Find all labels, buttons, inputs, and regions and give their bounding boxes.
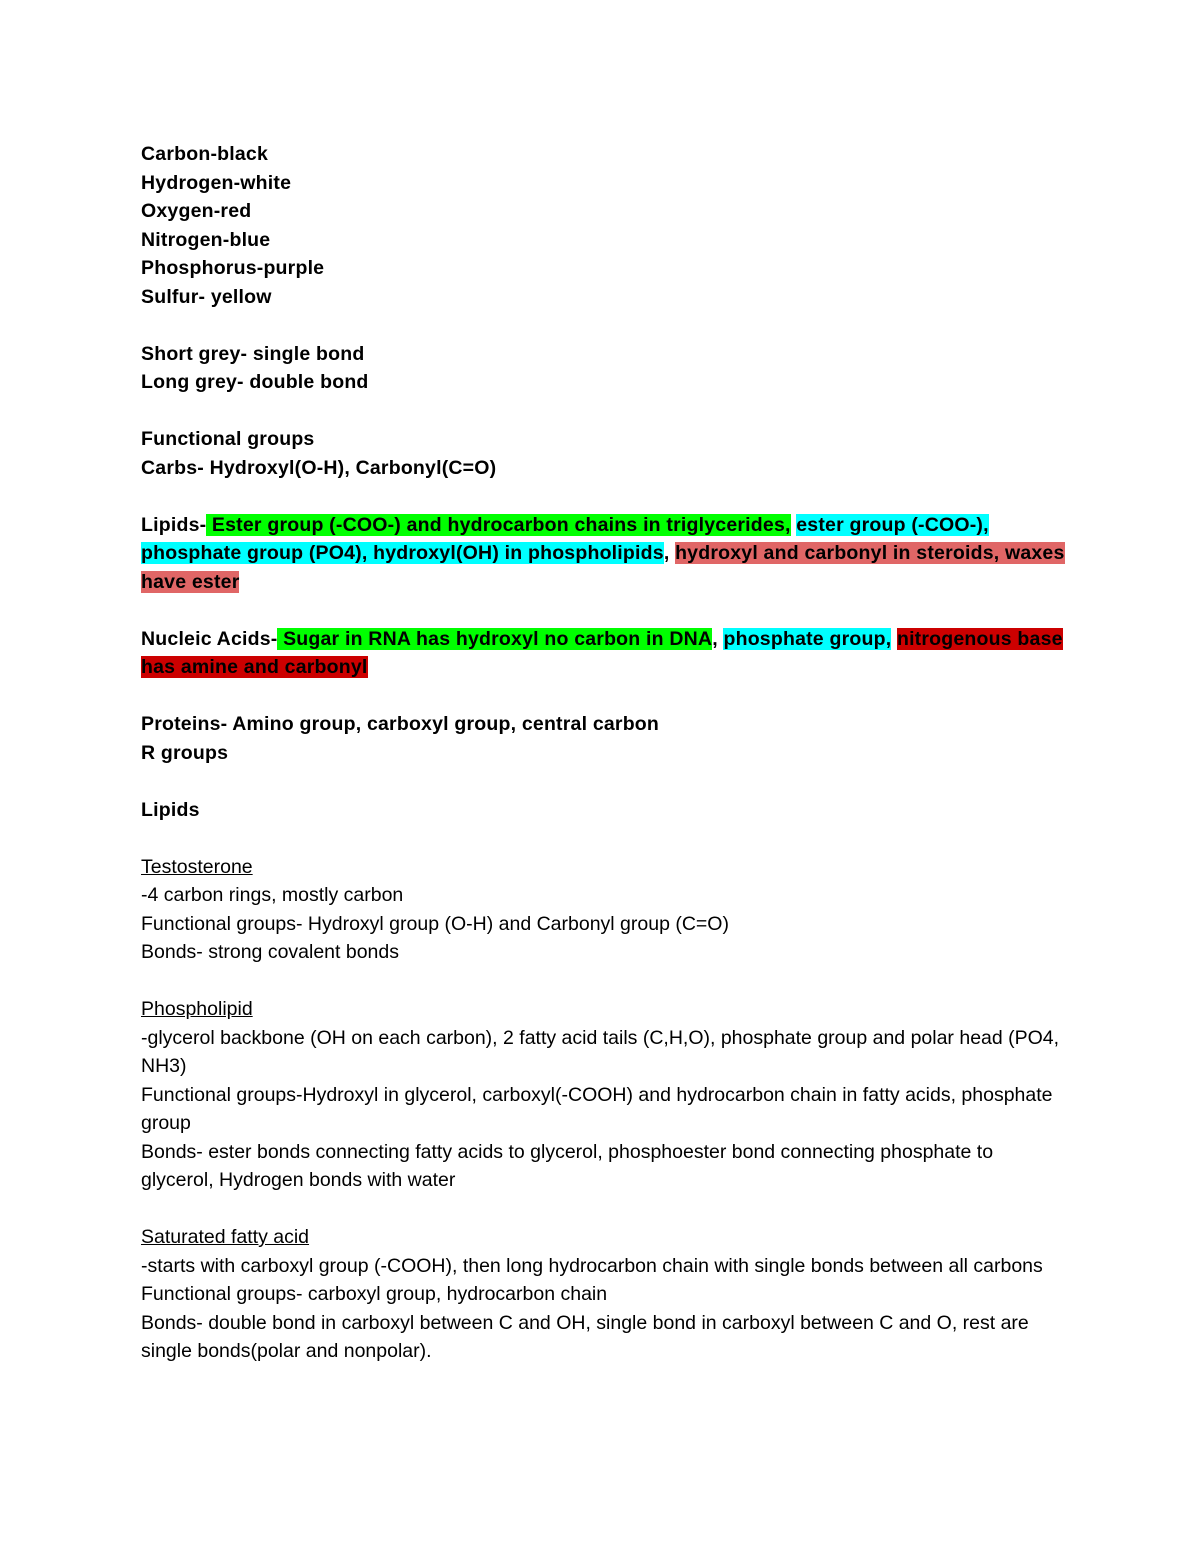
spacer: [141, 482, 1071, 511]
lipids-section-heading: Lipids: [141, 798, 200, 821]
atom-sulfur: Sulfur- yellow: [141, 285, 272, 308]
nucleic-red-highlight: nitrogenous base has amine and carbonyl: [141, 627, 1063, 678]
nucleic-acids-paragraph: [141, 625, 1071, 682]
spacer: [141, 311, 1071, 340]
spacer: [141, 967, 1071, 996]
atom-hydrogen: Hydrogen-white: [141, 171, 292, 194]
testosterone-line: Functional groups- Hydroxyl group (O-H) and Carbonyl group (C=O): [141, 912, 729, 935]
proteins-line: Proteins- Amino group, carboxyl group, central carbon: [141, 713, 660, 735]
testosterone-line: Bonds- strong covalent bonds: [141, 941, 399, 963]
r-groups-line: R groups: [141, 741, 229, 764]
nucleic-cyan-highlight: phosphate group,: [723, 627, 892, 650]
atom-phosphorus: Phosphorus-purple: [141, 257, 325, 279]
spacer: [141, 767, 1071, 796]
saturated-fatty-acid-title: Saturated fatty acid: [141, 1226, 310, 1248]
nucleic-label: Nucleic Acids-: [141, 627, 278, 650]
functional-groups-heading: Functional groups: [141, 428, 315, 450]
phospholipid-line: -glycerol backbone (OH on each carbon), 2 fatty acid tails (C,H,O), phosphate group and polar head (PO4, NH3): [141, 1026, 1060, 1077]
document-page: [141, 140, 1071, 1366]
bond-single: Short grey- single bond: [141, 342, 365, 365]
testosterone-title: Testosterone: [141, 855, 253, 878]
carbs-line: Carbs- Hydroxyl(O-H), Carbonyl(C=O): [141, 456, 497, 479]
lipids-green-highlight: Ester group (-COO-) and hydrocarbon chains in triglycerides,: [206, 513, 791, 536]
lipids-salmon-highlight: hydroxyl and carbonyl in steroids, waxes have ester: [141, 542, 1065, 593]
nucleic-comma: ,: [712, 627, 718, 650]
spacer: [141, 682, 1071, 711]
phospholipid-title: Phospholipid: [141, 998, 253, 1020]
lipids-functional-paragraph: [141, 511, 1071, 597]
nucleic-green-highlight: Sugar in RNA has hydroxyl no carbon in DNA: [277, 627, 713, 650]
phospholipid-line: Functional groups-Hydroxyl in glycerol, carboxyl(-COOH) and hydrocarbon chain in fatty acids, phosphate group: [141, 1083, 1053, 1134]
saturated-line: -starts with carboxyl group (-COOH), then long hydrocarbon chain with single bonds between all carbons: [141, 1254, 1043, 1277]
spacer: [141, 1195, 1071, 1224]
atom-oxygen: Oxygen-red: [141, 200, 252, 222]
lipids-comma: ,: [663, 542, 670, 564]
testosterone-line: -4 carbon rings, mostly carbon: [141, 884, 404, 906]
phospholipid-line: Bonds- ester bonds connecting fatty acids to glycerol, phosphoester bond connecting phosphate to glycerol, Hydrogen bonds with water: [141, 1140, 994, 1191]
spacer: [141, 397, 1071, 426]
atom-nitrogen: Nitrogen-blue: [141, 228, 271, 251]
lipids-cyan-highlight: ester group (-COO-), phosphate group (PO4), hydroxyl(OH) in phospholipids: [141, 513, 989, 564]
saturated-line: Functional groups- carboxyl group, hydrocarbon chain: [141, 1283, 608, 1305]
spacer: [141, 596, 1071, 625]
spacer: [141, 824, 1071, 853]
lipids-label: Lipids-: [141, 513, 207, 536]
bond-double: Long grey- double bond: [141, 371, 369, 393]
saturated-line: Bonds- double bond in carboxyl between C and OH, single bond in carboxyl between C and O, rest are single bonds(polar and nonpolar).: [141, 1311, 1029, 1362]
atom-carbon: Carbon-black: [141, 143, 269, 165]
